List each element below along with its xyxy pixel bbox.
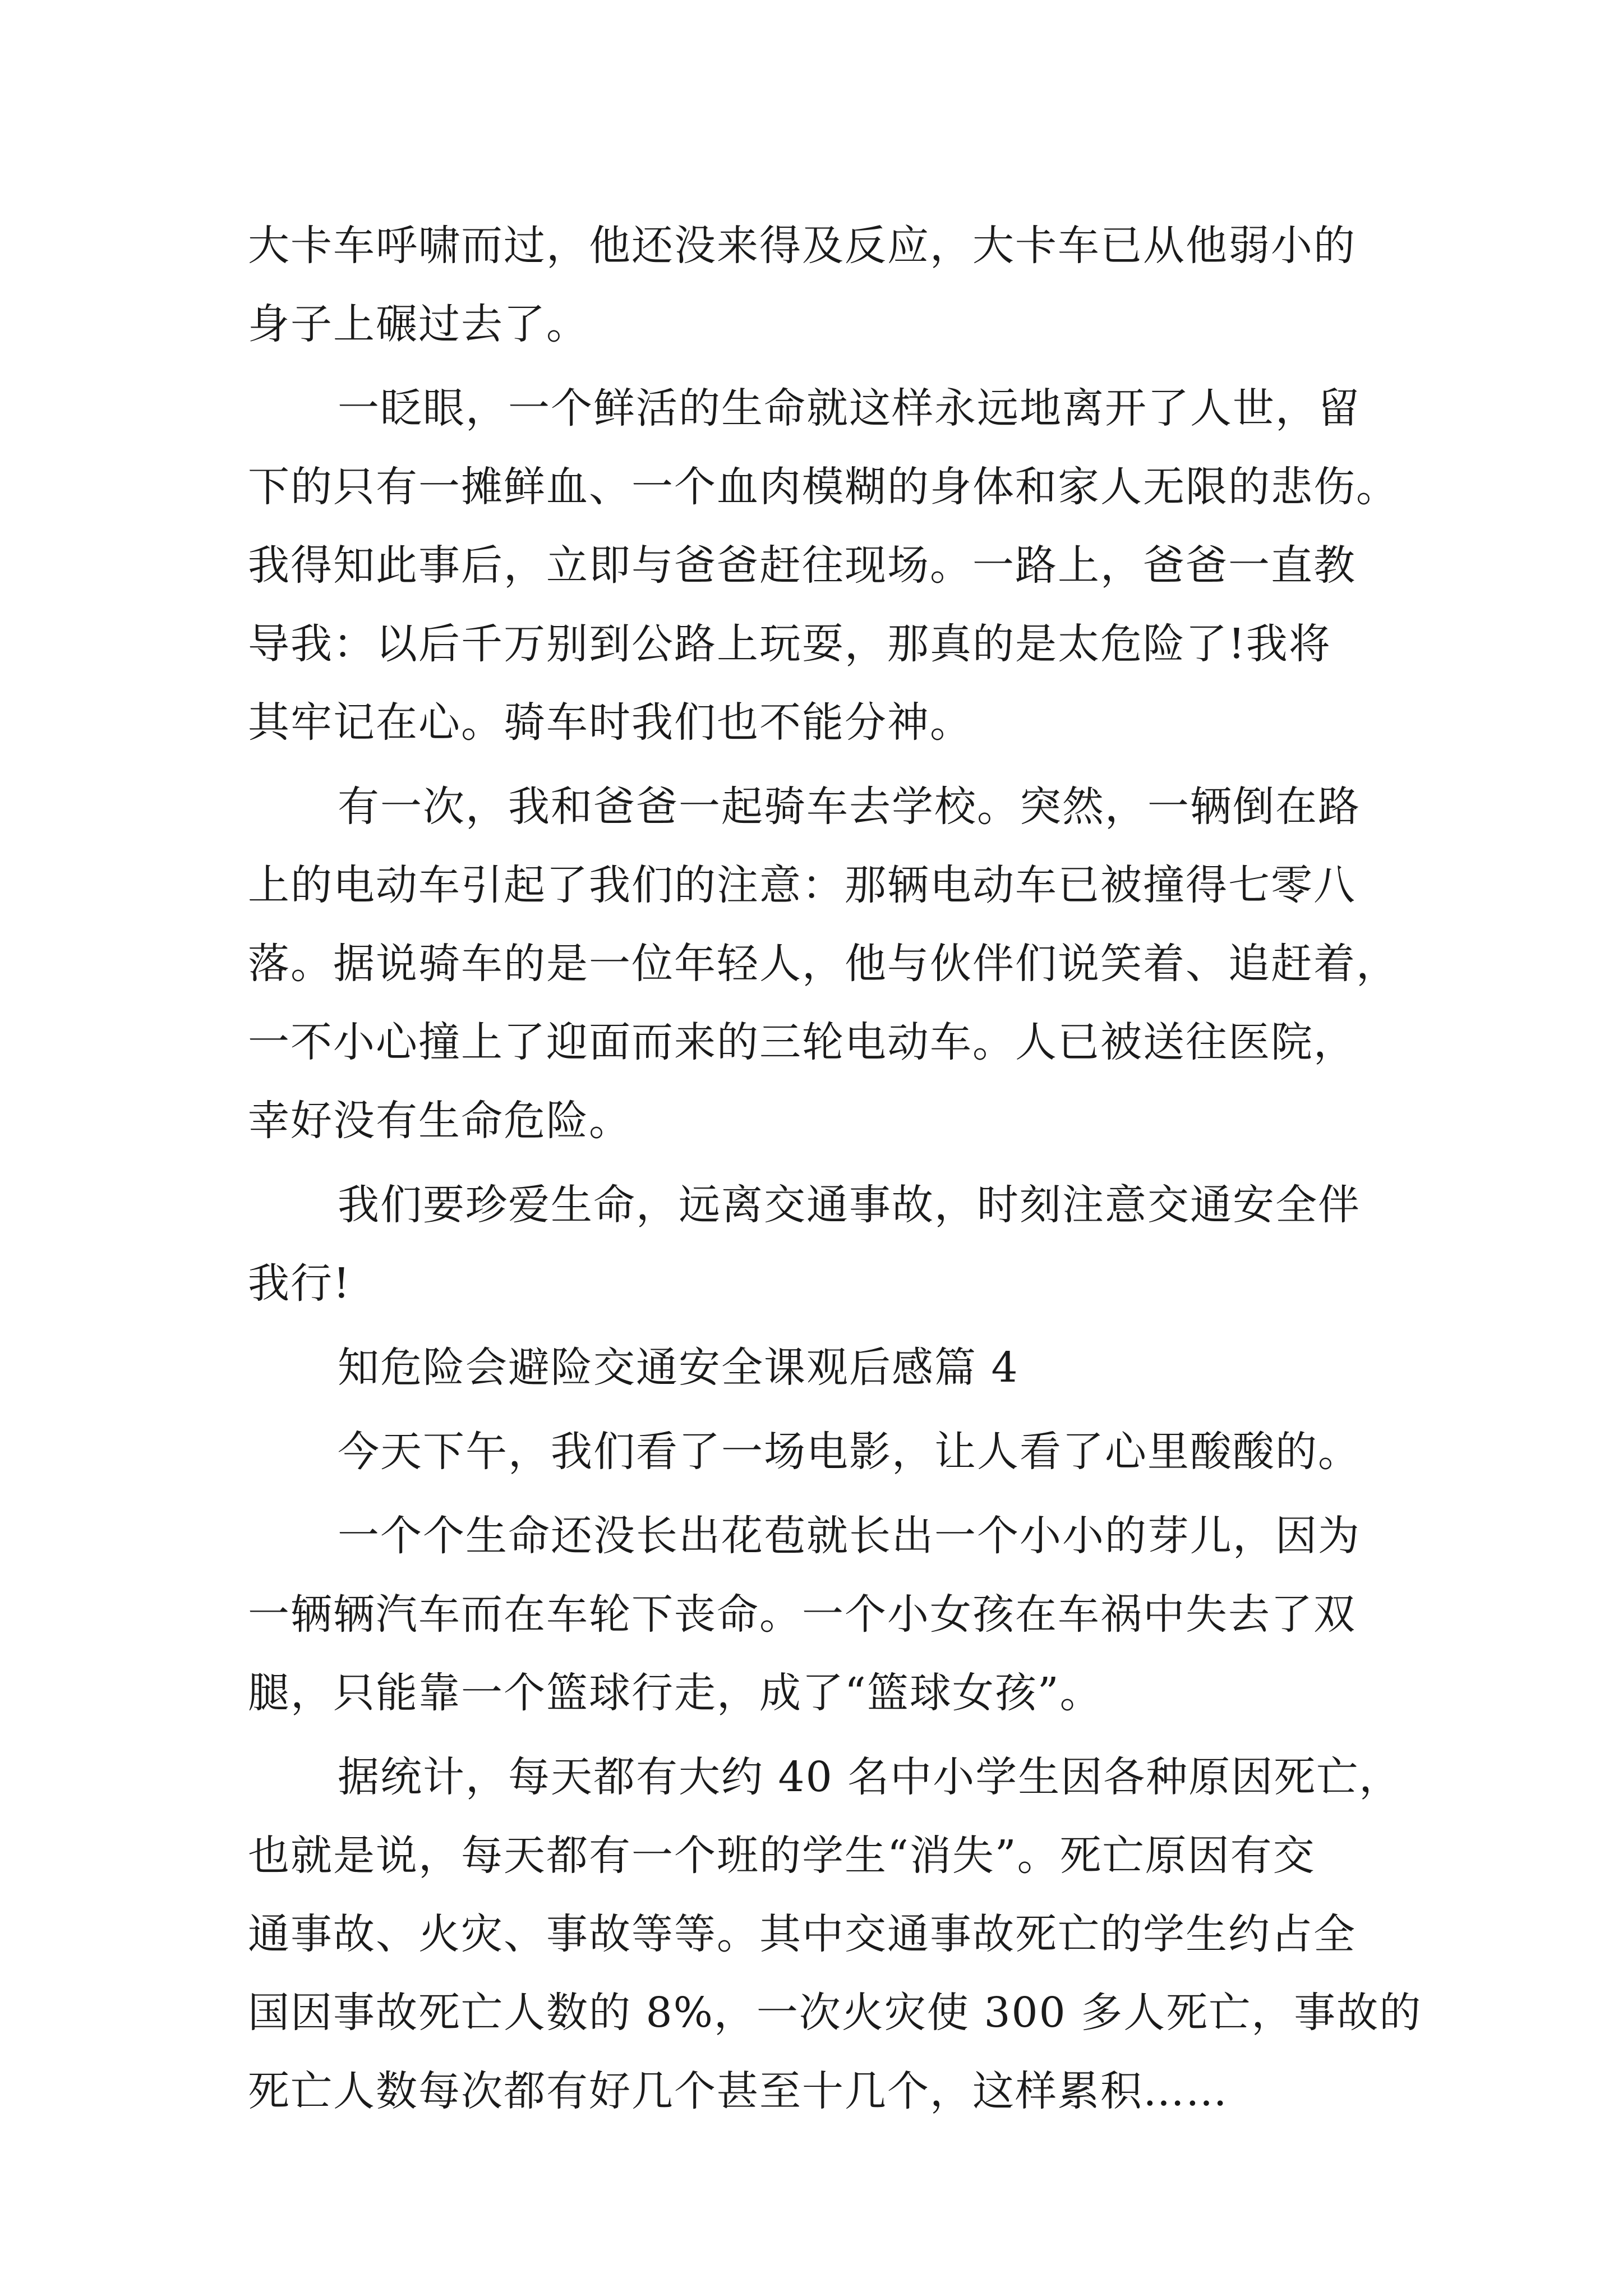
text-line: 其牢记在心。骑车时我们也不能分神。 — [248, 698, 972, 747]
text-line: 通事故、火灾、事故等等。其中交通事故死亡的学生约占全 — [248, 1910, 1356, 1958]
text-line: 上的电动车引起了我们的注意：那辆电动车已被撞得七零八 — [248, 861, 1356, 909]
text-line: 身子上碾过去了。 — [248, 300, 589, 348]
text-line: 我得知此事后，立即与爸爸赶往现场。一路上，爸爸一直教 — [248, 541, 1356, 590]
paragraph-start-line: 今天下午，我们看了一场电影，让人看了心里酸酸的。 — [338, 1428, 1361, 1476]
text-line: 下的只有一摊鲜血、一个血肉模糊的身体和家人无限的悲伤。 — [248, 463, 1399, 511]
text-line: 一不小心撞上了迎面而来的三轮电动车。人已被送往医院， — [248, 1018, 1356, 1066]
section-heading: 知危险会避险交通安全课观后感篇 4 — [338, 1343, 1019, 1392]
text-line: 国因事故死亡人数的 8%，一次火灾使 300 多人死亡，事故的 — [248, 1989, 1422, 2037]
text-line: 一辆辆汽车而在车轮下丧命。一个小女孩在车祸中失去了双 — [248, 1590, 1356, 1639]
text-line: 幸好没有生命危险。 — [248, 1097, 631, 1145]
text-line: 大卡车呼啸而过，他还没来得及反应，大卡车已从他弱小的 — [248, 222, 1356, 270]
paragraph-start-line: 有一次，我和爸爸一起骑车去学校。突然，一辆倒在路 — [338, 783, 1361, 831]
paragraph-start-line: 一眨眼，一个鲜活的生命就这样永远地离开了人世，留 — [338, 384, 1361, 432]
paragraph-start-line: 据统计，每天都有大约 40 名中小学生因各种原因死亡， — [338, 1753, 1402, 1801]
text-line: 也就是说，每天都有一个班的学生“消失”。死亡原因有交 — [248, 1832, 1316, 1880]
text-line: 我行! — [248, 1259, 351, 1308]
paragraph-start-line: 一个个生命还没长出花苞就长出一个小小的芽儿，因为 — [338, 1512, 1361, 1560]
text-line: 导我：以后千万别到公路上玩耍，那真的是太危险了!我将 — [248, 620, 1331, 668]
text-line: 死亡人数每次都有好几个甚至十几个，这样累积…… — [248, 2067, 1228, 2115]
text-line: 落。据说骑车的是一位年轻人，他与伙伴们说笑着、追赶着， — [248, 940, 1399, 988]
paragraph-start-line: 我们要珍爱生命，远离交通事故，时刻注意交通安全伴 — [338, 1181, 1361, 1229]
text-line: 腿，只能靠一个篮球行走，成了“篮球女孩”。 — [248, 1669, 1103, 1717]
